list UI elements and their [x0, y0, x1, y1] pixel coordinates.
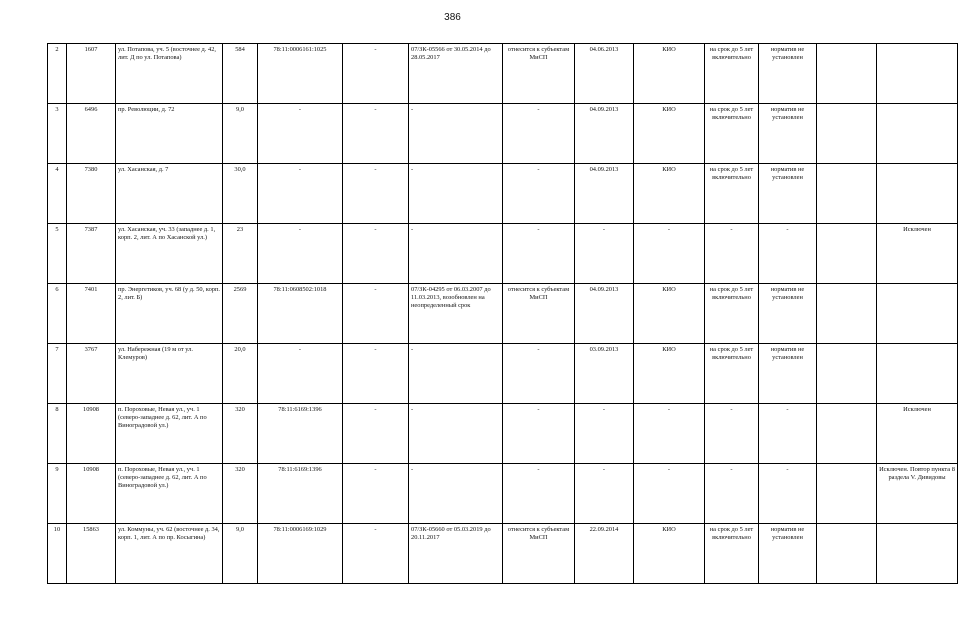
cell-norm: норматив не установлен	[759, 44, 817, 104]
cell-status: отнесится к субъектам МиСП	[503, 284, 575, 344]
cell-status: -	[503, 104, 575, 164]
cell-column-13	[817, 464, 877, 524]
cell-area: 9,0	[223, 104, 258, 164]
table-row	[48, 404, 958, 464]
table-row	[48, 104, 958, 164]
registry-table	[47, 43, 958, 584]
cell-number: 10	[48, 524, 67, 584]
cell-number: 6	[48, 284, 67, 344]
cell-term: -	[705, 464, 759, 524]
cell-registry-number: 1607	[67, 44, 116, 104]
table-row	[48, 164, 958, 224]
cell-date: 04.09.2013	[575, 284, 634, 344]
cell-number: 3	[48, 104, 67, 164]
table-row	[48, 464, 958, 524]
cell-term: -	[705, 404, 759, 464]
cell-note: Исключен	[877, 404, 958, 464]
cell-area: 2569	[223, 284, 258, 344]
cell-cadastral-number: 78:11:0006169:1029	[258, 524, 343, 584]
cell-status: отнесится к субъектам МиСП	[503, 524, 575, 584]
cell-cadastral-number: 78:11:6169:1396	[258, 404, 343, 464]
cell-term: на срок до 5 лет включительно	[705, 524, 759, 584]
cell-note	[877, 344, 958, 404]
cell-column-6: -	[343, 404, 409, 464]
cell-registry-number: 10908	[67, 464, 116, 524]
cell-registry-number: 7387	[67, 224, 116, 284]
cell-contract: -	[409, 344, 503, 404]
cell-number: 8	[48, 404, 67, 464]
cell-column-6: -	[343, 224, 409, 284]
cell-note: Исключен. Повтор пункта 8 раздела V. Дивидовы	[877, 464, 958, 524]
cell-column-6: -	[343, 344, 409, 404]
cell-number: 9	[48, 464, 67, 524]
cell-term: на срок до 5 лет включительно	[705, 344, 759, 404]
cell-registry-number: 6496	[67, 104, 116, 164]
cell-column-6: -	[343, 464, 409, 524]
cell-column-13	[817, 344, 877, 404]
cell-organization: КИО	[634, 524, 705, 584]
cell-contract: -	[409, 464, 503, 524]
cell-column-13	[817, 164, 877, 224]
cell-registry-number: 7401	[67, 284, 116, 344]
cell-address: ул. Набережная (19 м от ул. Клемуров)	[116, 344, 223, 404]
cell-column-6: -	[343, 44, 409, 104]
cell-organization: -	[634, 464, 705, 524]
cell-date: 03.09.2013	[575, 344, 634, 404]
cell-cadastral-number: 78:11:6169:1396	[258, 464, 343, 524]
cell-cadastral-number: -	[258, 104, 343, 164]
cell-address: пр. Энергетиков, уч. 68 (у д. 50, корп. 2, лит. Б)	[116, 284, 223, 344]
cell-organization: КИО	[634, 104, 705, 164]
cell-norm: норматив не установлен	[759, 344, 817, 404]
cell-date: -	[575, 224, 634, 284]
table-row	[48, 524, 958, 584]
table-row	[48, 44, 958, 104]
cell-norm: -	[759, 464, 817, 524]
cell-cadastral-number: 78:11:0006161:1025	[258, 44, 343, 104]
table-row	[48, 284, 958, 344]
cell-organization: -	[634, 404, 705, 464]
cell-column-13	[817, 284, 877, 344]
cell-address: ул. Хасанская, д. 7	[116, 164, 223, 224]
cell-note	[877, 284, 958, 344]
cell-date: 04.09.2013	[575, 164, 634, 224]
cell-cadastral-number: 78:11:0608502:1018	[258, 284, 343, 344]
cell-area: 320	[223, 404, 258, 464]
cell-area: 584	[223, 44, 258, 104]
cell-cadastral-number: -	[258, 344, 343, 404]
cell-status: отнесится к субъектам МиСП	[503, 44, 575, 104]
cell-address: ул. Хасанская, уч. 33 (западнее д. 1, корп. 2, лит. А по Хасанской ул.)	[116, 224, 223, 284]
cell-term: -	[705, 224, 759, 284]
page-number: 386	[444, 12, 461, 23]
cell-norm: норматив не установлен	[759, 524, 817, 584]
cell-date: -	[575, 464, 634, 524]
cell-area: 30,0	[223, 164, 258, 224]
cell-note	[877, 104, 958, 164]
cell-registry-number: 15863	[67, 524, 116, 584]
cell-term: на срок до 5 лет включительно	[705, 44, 759, 104]
cell-date: 04.06.2013	[575, 44, 634, 104]
cell-status: -	[503, 164, 575, 224]
table-row	[48, 344, 958, 404]
cell-norm: норматив не установлен	[759, 284, 817, 344]
cell-term: на срок до 5 лет включительно	[705, 284, 759, 344]
cell-contract: -	[409, 164, 503, 224]
cell-address: ул. Потапова, уч. 5 (восточнее д. 42, лит. Д по ул. Потапова)	[116, 44, 223, 104]
cell-column-6: -	[343, 104, 409, 164]
cell-number: 5	[48, 224, 67, 284]
cell-column-13	[817, 44, 877, 104]
cell-column-6: -	[343, 524, 409, 584]
cell-column-13	[817, 404, 877, 464]
cell-cadastral-number: -	[258, 164, 343, 224]
cell-norm: -	[759, 404, 817, 464]
cell-organization: КИО	[634, 44, 705, 104]
cell-number: 7	[48, 344, 67, 404]
cell-column-6: -	[343, 164, 409, 224]
table-row	[48, 224, 958, 284]
cell-note: Исключен	[877, 224, 958, 284]
cell-contract: 07/ЗК-05566 от 30.05.2014 до 28.05.2017	[409, 44, 503, 104]
cell-contract: -	[409, 104, 503, 164]
cell-column-13	[817, 224, 877, 284]
cell-area: 20,0	[223, 344, 258, 404]
cell-contract: 07/ЗК-04295 от 06.03.2007 до 11.03.2013, возобновлен на неопределенный срок	[409, 284, 503, 344]
cell-status: -	[503, 344, 575, 404]
cell-date: 22.09.2014	[575, 524, 634, 584]
table-body	[48, 44, 958, 584]
cell-column-13	[817, 524, 877, 584]
cell-note	[877, 164, 958, 224]
cell-status: -	[503, 404, 575, 464]
cell-contract: -	[409, 224, 503, 284]
cell-norm: норматив не установлен	[759, 104, 817, 164]
cell-address: п. Пороховые, Невая ул., уч. 1 (северо-западнее д. 62, лит. А по Виноградовой ул.)	[116, 404, 223, 464]
cell-registry-number: 7380	[67, 164, 116, 224]
cell-norm: -	[759, 224, 817, 284]
cell-address: пр. Революции, д. 72	[116, 104, 223, 164]
cell-number: 2	[48, 44, 67, 104]
cell-status: -	[503, 224, 575, 284]
cell-registry-number: 3767	[67, 344, 116, 404]
cell-address: п. Пороховые, Невая ул., уч. 1 (северо-западнее д. 62, лит. А по Виноградовой ул.)	[116, 464, 223, 524]
cell-organization: КИО	[634, 344, 705, 404]
cell-registry-number: 10908	[67, 404, 116, 464]
cell-organization: -	[634, 224, 705, 284]
cell-number: 4	[48, 164, 67, 224]
cell-status: -	[503, 464, 575, 524]
cell-date: 04.09.2013	[575, 104, 634, 164]
cell-column-13	[817, 104, 877, 164]
cell-note	[877, 524, 958, 584]
cell-norm: норматив не установлен	[759, 164, 817, 224]
cell-column-6: -	[343, 284, 409, 344]
cell-area: 9,0	[223, 524, 258, 584]
cell-term: на срок до 5 лет включительно	[705, 164, 759, 224]
cell-note	[877, 44, 958, 104]
cell-contract: -	[409, 404, 503, 464]
cell-address: ул. Коммуны, уч. 62 (восточнее д. 34, корп. 1, лит. А по пр. Косыгина)	[116, 524, 223, 584]
cell-area: 320	[223, 464, 258, 524]
cell-term: на срок до 5 лет включительно	[705, 104, 759, 164]
cell-contract: 07/ЗК-05660 от 05.03.2019 до 20.11.2017	[409, 524, 503, 584]
cell-organization: КИО	[634, 284, 705, 344]
cell-organization: КИО	[634, 164, 705, 224]
cell-area: 23	[223, 224, 258, 284]
cell-date: -	[575, 404, 634, 464]
cell-cadastral-number: -	[258, 224, 343, 284]
